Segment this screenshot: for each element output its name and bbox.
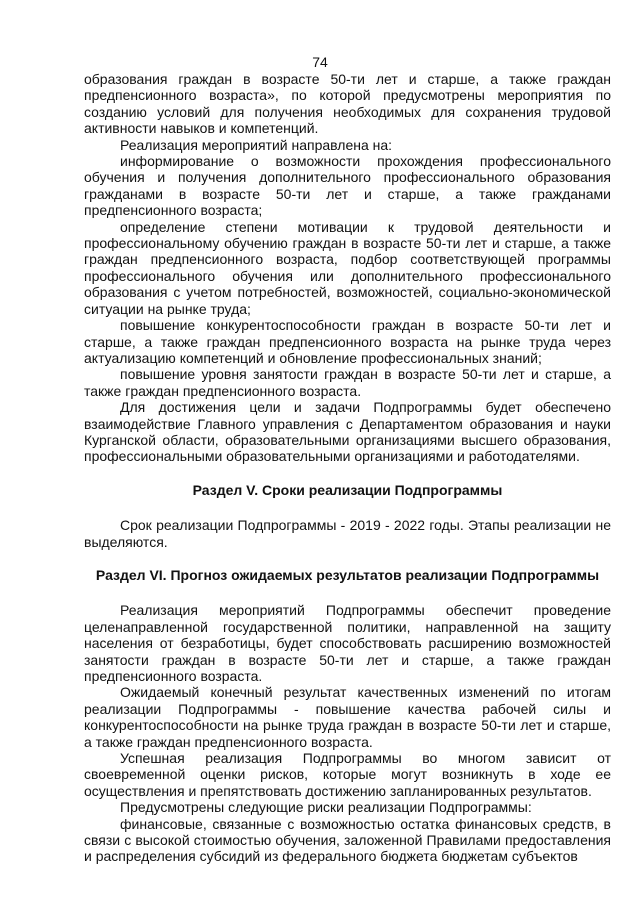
paragraph: Реализация мероприятий Подпрограммы обеспечит проведение целенаправленной государственной политики, направленной на защиту населения от безработицы, будет способствовать расширению возможностей занятости граждан в возрасте 50-ти лет и старше, а также граждан предпенсионного возраста.	[84, 602, 611, 684]
paragraph: образования граждан в возрасте 50-ти лет и старше, а также граждан предпенсионного возраста», по которой предусмотрены мероприятия по созданию условий для получения необходимых для сохранения трудовой активности навыков и компетенций.	[84, 71, 611, 137]
paragraph: определение степени мотивации к трудовой деятельности и профессиональному обучению граждан в возрасте 50-ти лет и старше, а также граждан предпенсионного возраста, подбор соответствующей программы профессионального обучения или дополнительного профессионального образования с учетом потребностей, возможностей, социально-экономической ситуации на рынке труда;	[84, 218, 611, 317]
section-heading: Раздел VI. Прогноз ожидаемых результатов реализации Подпрограммы	[95, 566, 600, 583]
paragraph: Успешная реализация Подпрограммы во многом зависит от своевременной оценки рисков, которые могут возникнуть в ходе ее осуществления и препятствовать достижению запланированных результатов.	[84, 750, 611, 799]
paragraph: Для достижения цели и задачи Подпрограммы будет обеспечено взаимодействие Главного управления с Департаментом образования и науки Курганской области, образовательными организациями высшего образования, профессиональными образовательными организациями и работодателями.	[84, 399, 611, 465]
section-heading: Раздел V. Сроки реализации Подпрограммы	[192, 481, 503, 498]
paragraph: Реализация мероприятий направлена на:	[120, 136, 393, 153]
page-body	[84, 71, 611, 865]
page-number: 74	[312, 54, 328, 70]
paragraph: повышение конкурентоспособности граждан в возрасте 50-ти лет и старше, а также граждан предпенсионного возраста на рынке труда через актуализацию компетенций и обновление профессиональных знаний;	[84, 317, 611, 366]
paragraph: финансовые, связанные с возможностью остатка финансовых средств, в связи с высокой стоимостью обучения, заложенной Правилами предоставления и распределения субсидий из федерального бюджета бюджетам субъектов	[84, 815, 611, 865]
paragraph: Срок реализации Подпрограммы - 2019 - 2022 годы. Этапы реализации не выделяются.	[84, 517, 611, 550]
paragraph: повышение уровня занятости граждан в возрасте 50-ти лет и старше, а также граждан предпенсионного возраста.	[84, 366, 611, 399]
paragraph: Предусмотрены следующие риски реализации Подпрограммы:	[120, 799, 532, 816]
paragraph: информирование о возможности прохождения профессионального обучения и получения дополнительного профессионального образования гражданами в возрасте 50-ти лет и старше, а также гражданами предпенсионного возраста;	[84, 153, 611, 219]
paragraph: Ожидаемый конечный результат качественных изменений по итогам реализации Подпрограммы - повышение качества рабочей силы и конкурентоспособности на рынке труда граждан в возрасте 50-ти лет и старше, а также граждан предпенсионного возраста.	[84, 684, 611, 750]
